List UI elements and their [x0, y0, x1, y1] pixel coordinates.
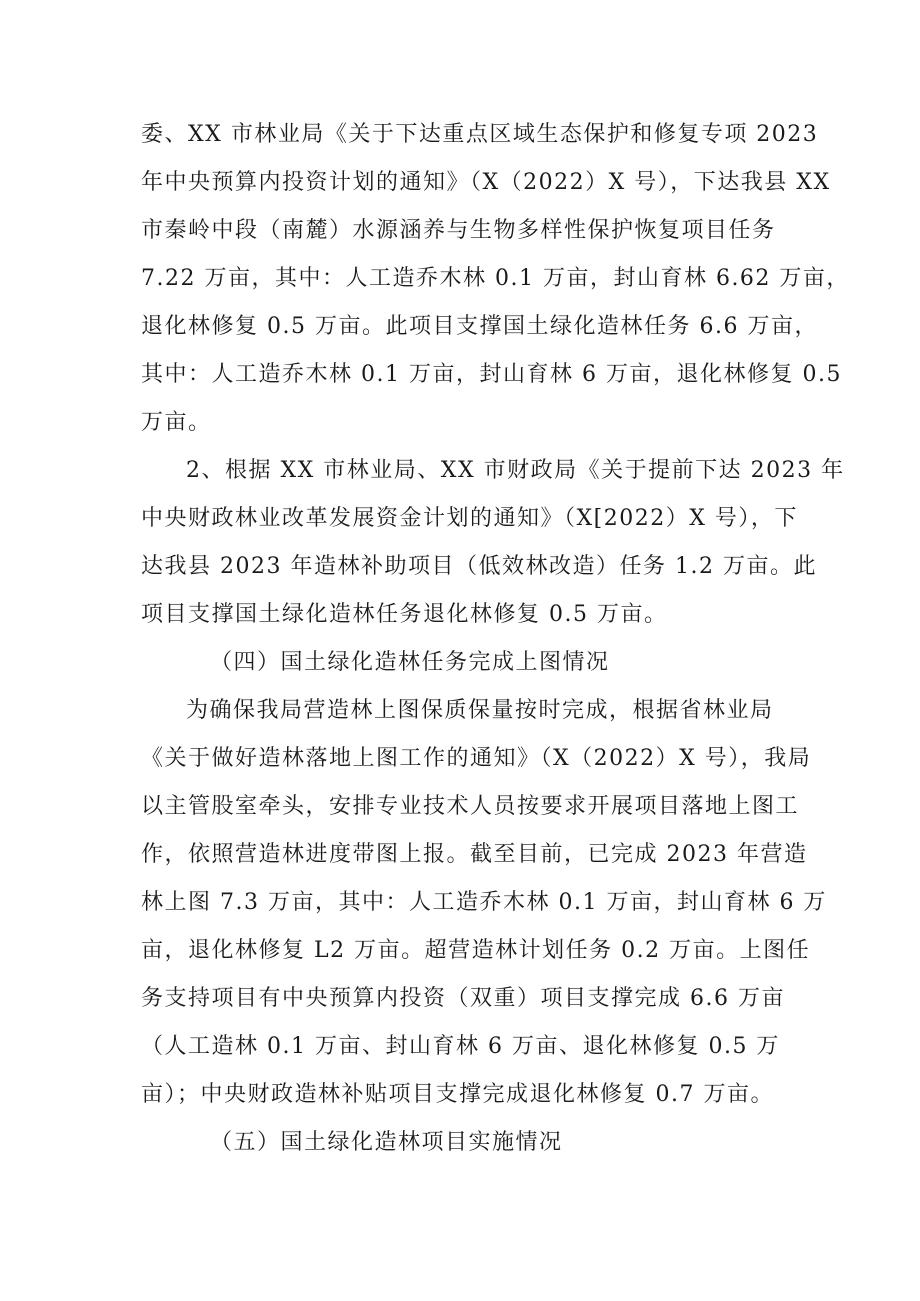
section-heading-4: （四）国土绿化造林任务完成上图情况 [210, 650, 610, 675]
paragraph-2-line: 中央财政林业改革发展资金计划的通知》（X[2022）X 号），下 [141, 506, 798, 531]
paragraph-2-line: 达我县 2023 年造林补助项目（低效林改造）任务 1.2 万亩。此 [141, 554, 817, 579]
paragraph-3-line: 作，依照营造林进度带图上报。截至目前，已完成 2023 年营造 [141, 842, 808, 867]
paragraph-2-line: 项目支撑国土绿化造林任务退化林修复 0.5 万亩。 [141, 602, 668, 627]
paragraph-2-line: 2、根据 XX 市林业局、XX 市财政局《关于提前下达 2023 年 [186, 458, 845, 483]
paragraph-1-line: 年中央预算内投资计划的通知》（X（2022）X 号），下达我县 XX [141, 170, 831, 195]
paragraph-3-line: 以主管股室牵头，安排专业技术人员按要求开展项目落地上图工 [141, 794, 800, 819]
paragraph-3-line: 亩）；中央财政造林补贴项目支撑完成退化林修复 0.7 万亩。 [141, 1082, 774, 1107]
paragraph-1-line: 7.22 万亩，其中：人工造乔木林 0.1 万亩，封山育林 6.62 万亩， [141, 266, 850, 291]
paragraph-1-line: 万亩。 [141, 410, 212, 435]
paragraph-3-line: 亩，退化林修复 L2 万亩。超营造林计划任务 0.2 万亩。上图任 [141, 938, 811, 963]
paragraph-1-line: 其中：人工造乔木林 0.1 万亩，封山育林 6 万亩，退化林修复 0.5 [141, 362, 842, 387]
paragraph-3-line: 《关于做好造林落地上图工作的通知》（X（2022）X 号），我局 [141, 746, 812, 771]
paragraph-3-line: 林上图 7.3 万亩，其中：人工造乔木林 0.1 万亩，封山育林 6 万 [141, 890, 827, 915]
paragraph-1-line: 委、XX 市林业局《关于下达重点区域生态保护和修复专项 2023 [141, 122, 819, 147]
paragraph-3-line: 务支持项目有中央预算内投资（双重）项目支撑完成 6.6 万亩 [141, 986, 785, 1011]
section-heading-5: （五）国土绿化造林项目实施情况 [210, 1130, 563, 1155]
paragraph-1-line: 退化林修复 0.5 万亩。此项目支撑国土绿化造林任务 6.6 万亩， [141, 314, 818, 339]
paragraph-3-line: （人工造林 0.1 万亩、封山育林 6 万亩、退化林修复 0.5 万 [141, 1034, 780, 1059]
paragraph-1-line: 市秦岭中段（南麓）水源涵养与生物多样性保护恢复项目任务 [141, 218, 776, 243]
paragraph-3-line: 为确保我局营造林上图保质保量按时完成，根据省林业局 [186, 698, 774, 723]
